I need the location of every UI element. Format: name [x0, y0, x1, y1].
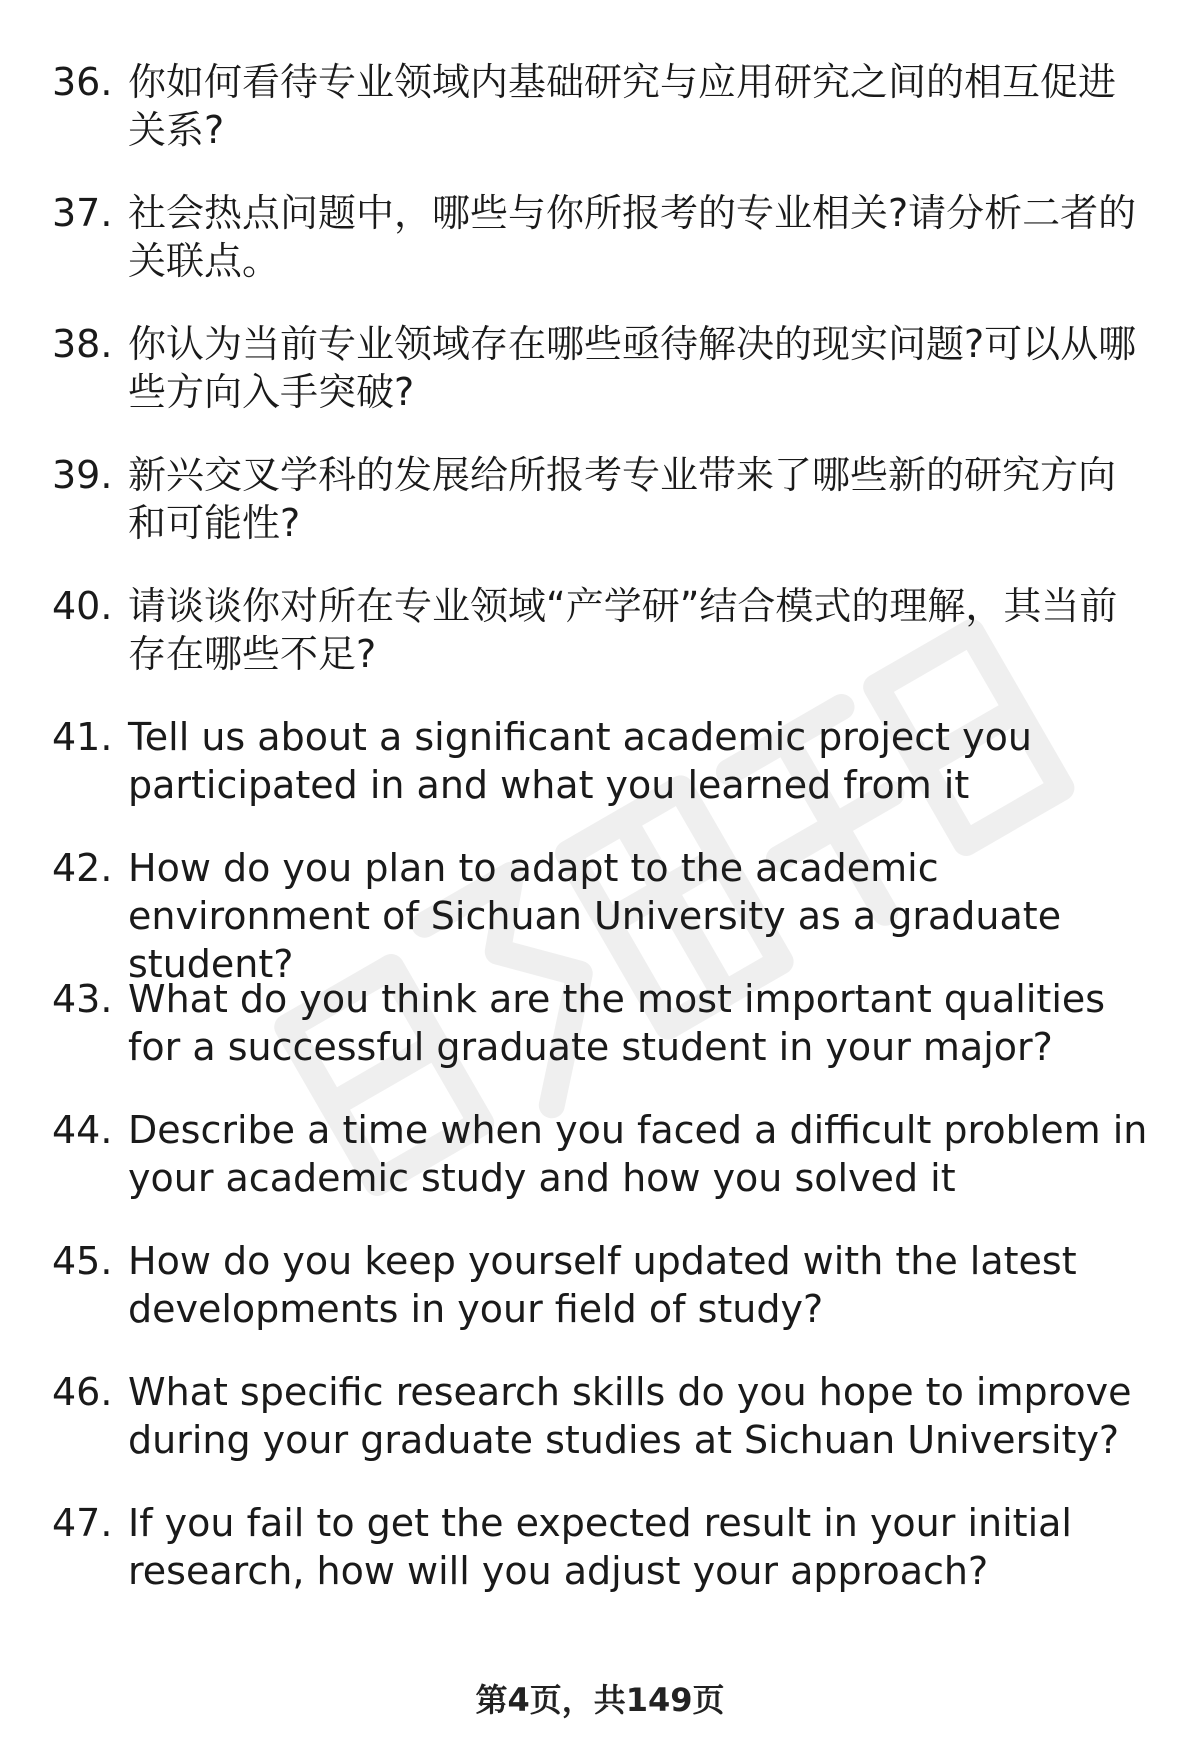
question-item	[52, 451, 1152, 582]
question-item	[52, 1368, 1152, 1499]
question-number: 46.	[52, 1370, 113, 1414]
question-text: If you fail to get the expected result in your initial research, how will you adjust your approach?	[128, 1501, 1072, 1593]
question-item	[52, 844, 1152, 986]
page-number-footer: 第4页，共149页	[475, 1681, 725, 1719]
question-number: 43.	[52, 977, 113, 1021]
question-text: How do you keep yourself updated with the latest developments in your field of study?	[128, 1239, 1077, 1331]
question-item	[52, 1106, 1152, 1237]
question-number: 45.	[52, 1239, 113, 1283]
question-item	[52, 58, 1152, 189]
question-number: 47.	[52, 1501, 113, 1545]
question-item	[52, 1237, 1152, 1368]
question-number: 38.	[52, 322, 113, 366]
question-text: Tell us about a significant academic project you participated in and what you learned from it	[128, 715, 1032, 807]
question-item	[52, 1499, 1152, 1630]
question-text: What do you think are the most important qualities for a successful graduate student in your major?	[128, 977, 1106, 1069]
question-number: 40.	[52, 584, 113, 628]
question-item	[52, 975, 1152, 1106]
question-item	[52, 713, 1152, 844]
question-text: Describe a time when you faced a difficult problem in your academic study and how you solved it	[128, 1108, 1148, 1200]
question-item	[52, 189, 1152, 320]
question-item	[52, 582, 1152, 713]
question-number: 41.	[52, 715, 113, 759]
question-item	[52, 320, 1152, 451]
question-number: 42.	[52, 846, 113, 890]
question-text: 新兴交叉学科的发展给所报考专业带来了哪些新的研究方向和可能性?	[128, 453, 1117, 545]
question-number: 37.	[52, 191, 113, 235]
question-number: 39.	[52, 453, 113, 497]
question-list	[52, 58, 1152, 1630]
question-number: 36.	[52, 60, 113, 104]
question-text: 你如何看待专业领域内基础研究与应用研究之间的相互促进关系?	[128, 60, 1117, 152]
question-text: 请谈谈你对所在专业领域“产学研”结合模式的理解，其当前存在哪些不足?	[128, 584, 1118, 676]
question-text: 你认为当前专业领域存在哪些亟待解决的现实问题?可以从哪些方向入手突破?	[128, 322, 1137, 414]
question-text: How do you plan to adapt to the academic environment of Sichuan University as a graduate student?	[128, 846, 1062, 986]
question-text: 社会热点问题中，哪些与你所报考的专业相关?请分析二者的关联点。	[128, 191, 1137, 283]
question-number: 44.	[52, 1108, 113, 1152]
question-text: What specific research skills do you hope to improve during your graduate studies at Sichuan University?	[128, 1370, 1132, 1462]
